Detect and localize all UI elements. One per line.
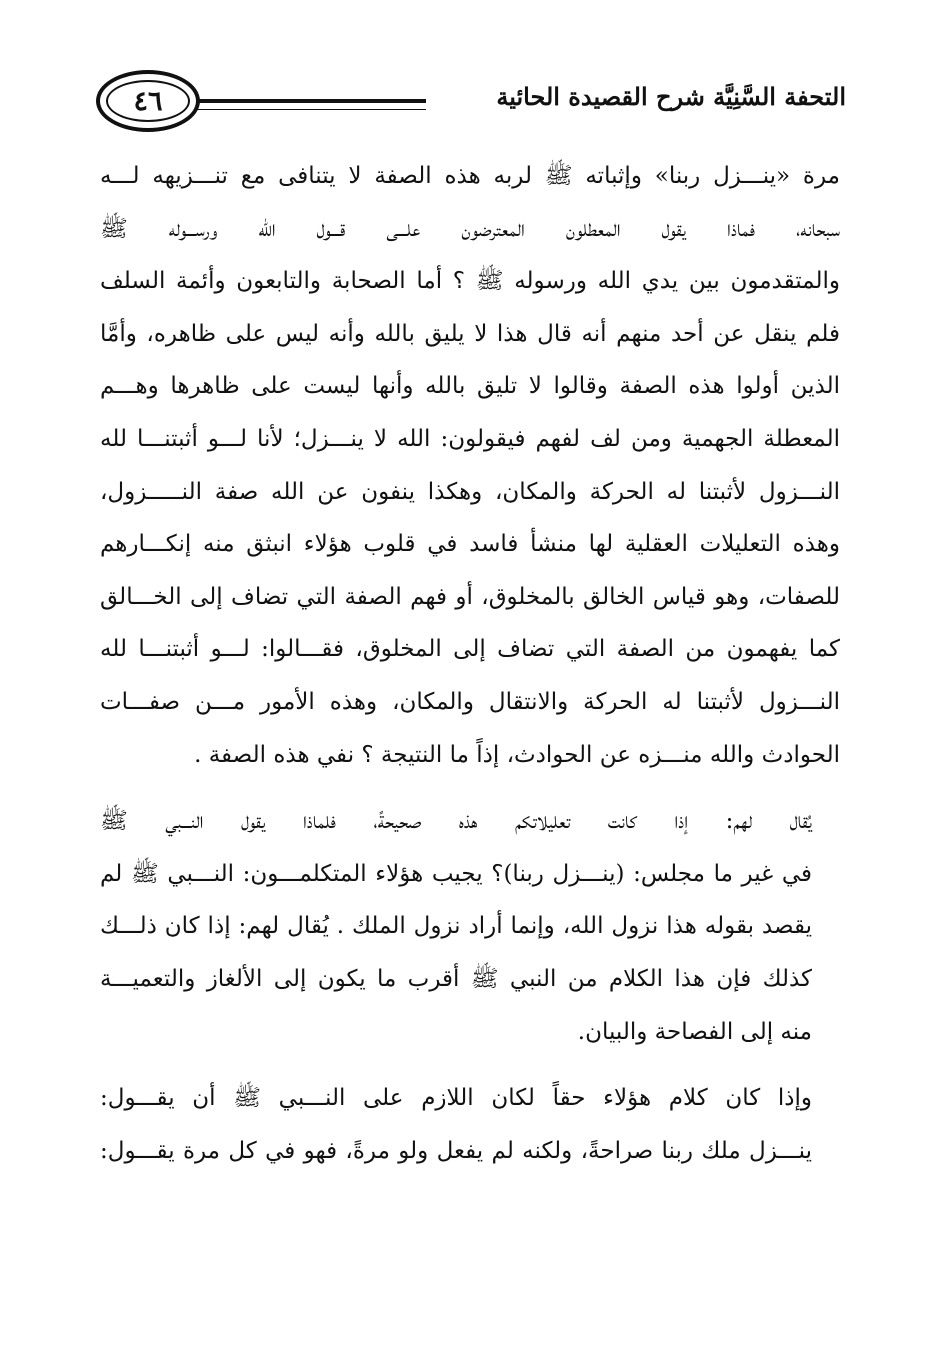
text-line: وإذا كان كلام هؤلاء حقاً لكان اللازم على النـــبي ﷺ أن يقـــول:: [100, 1085, 812, 1112]
running-title: التحفة السَّنِيَّة شرح القصيدة الحائية: [496, 82, 846, 111]
text-line: النـــزول لأثبتنا له الحركة والانتقال والمكان، وهذه الأمور مـــن صفـــات: [100, 688, 840, 715]
body-text: [100, 150, 840, 1177]
text-line: فلم ينقل عن أحد منهم أنه قال هذا لا يليق بالله وأنه ليس على ظاهره، وأمَّا: [100, 320, 840, 347]
text-line: والمتقدمون بين يدي الله ورسوله ﷺ ؟ أما الصحابة والتابعون وأئمة السلف: [100, 268, 840, 295]
text-line: يقصد بقوله هذا نزول الله، وإنما أراد نزول الملك . يُقال لهم: إذا كان ذلـــك: [100, 913, 812, 940]
page-number: ٤٦: [106, 80, 190, 122]
text-line: كما يفهمون من الصفة التي تضاف إلى المخلوق، فقـــالوا: لـــو أثبتنـــا لله: [100, 636, 840, 663]
text-line: الحوادث والله منـــزه عن الحوادث، إذاً ما النتيجة ؟ نفي هذه الصفة .: [194, 741, 840, 768]
paragraph-1: [100, 150, 840, 781]
text-line: النـــزول لأثبتنا له الحركة والمكان، وهكذا ينفون عن الله صفة النـــــزول،: [100, 478, 840, 505]
text-line: المعطلة الجهمية ومن لف لفهم فيقولون: الله لا ينـــزل؛ لأنا لـــو أثبتنـــا لله: [100, 425, 840, 452]
page-number-badge: [96, 70, 200, 132]
text-line: كذلك فإن هذا الكلام من النبي ﷺ أقرب ما يكون إلى الألغاز والتعميـــة: [100, 965, 812, 992]
text-line: يُقال لهم: إذا كانت تعليلاتكم هذه صحيحةً، فلماذا يقول النـــبي ﷺ: [100, 808, 812, 835]
text-line: منه إلى الفصاحة والبيان.: [577, 1018, 812, 1045]
text-line: وهذه التعليلات العقلية لها منشأ فاسد في قلوب هؤلاء انبثق منه إنكـــارهم: [100, 531, 840, 558]
text-line: مرة «ينـــزل ربنا» وإثباته ﷺ لربه هذه الصفة لا يتنافى مع تنـــزيهه لـــه: [100, 163, 840, 189]
paragraph-2: [100, 795, 840, 1058]
page-header: [96, 68, 846, 138]
header-rule: [196, 99, 426, 110]
text-line: في غير ما مجلس: (ينـــزل ربنا)؟ يجيب هؤلاء المتكلمـــون: النـــبي ﷺ لم: [100, 860, 812, 887]
paragraph-3: [100, 1072, 840, 1177]
text-line: الذين أولوا هذه الصفة وقالوا لا تليق بالله وأنها ليست على ظاهرها وهـــم: [100, 373, 840, 400]
text-line: سبحانه، فماذا يقول المعطلون المعترضون علـــى قـــول الله ورســـوله ﷺ: [100, 215, 840, 242]
text-line: للصفات، وهو قياس الخالق بالمخلوق، أو فهم الصفة التي تضاف إلى الخـــالق: [100, 583, 840, 610]
text-line: ينـــزل ملك ربنا صراحةً، ولكنه لم يفعل ولو مرةً، فهو في كل مرة يقـــول:: [100, 1137, 812, 1164]
